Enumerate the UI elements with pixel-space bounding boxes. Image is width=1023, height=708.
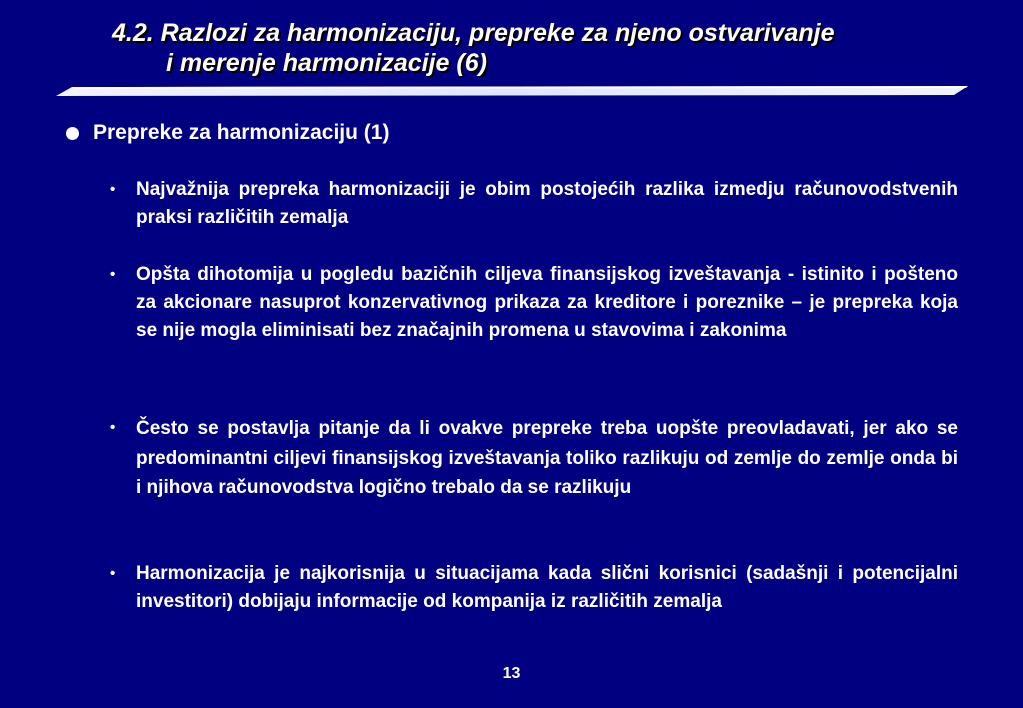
- section-heading-text: Prepreke za harmonizaciju (1): [93, 121, 390, 144]
- list-item: [110, 176, 958, 232]
- list-item-text: Najvažnija prepreka harmonizaciji je obim postojećih razlika izmedju računovodstvenih praksi različitih zemalja: [136, 179, 958, 228]
- bullet-dot-icon: [66, 127, 79, 140]
- bullet-icon: •: [110, 181, 116, 198]
- list-item: [110, 560, 958, 616]
- page-number: 13: [502, 665, 521, 682]
- slide-title-line2: i merenje harmonizacije (6): [166, 49, 487, 77]
- bullet-icon: •: [110, 266, 116, 283]
- list-item-text: Opšta dihotomija u pogledu bazičnih ciljeva finansijskog izveštavanja - istinito i pošteno za akcionare nasuprot konzervativnog prikaza za kreditore i poreznike – je prepreka koja se nije mogla eliminisati bez značajnih promena u stavovima i zakonima: [136, 264, 958, 341]
- bullet-icon: •: [110, 565, 116, 582]
- slide-title: [112, 18, 972, 78]
- list-item-text: Često se postavlja pitanje da li ovakve prepreke treba uopšte preovladavati, jer ako se predominantni ciljevi finansijskog izveštavanja toliko razlikuju od zemlje do zemlje onda bi i njihova računovodstva logično trebalo da se razlikuju: [136, 418, 958, 498]
- list-item: [110, 414, 958, 503]
- section-heading: [66, 119, 389, 147]
- list-item: [110, 261, 958, 345]
- title-divider: [56, 86, 968, 96]
- slide-title-line1: 4.2. Razlozi za harmonizaciju, prepreke za njeno ostvarivanje: [112, 19, 835, 47]
- bullet-icon: •: [110, 419, 116, 436]
- list-item-text: Harmonizacija je najkorisnija u situacijama kada slični korisnici (sadašnji i potencijalni investitori) dobijaju informacije od kompanija iz različitih zemalja: [136, 563, 958, 612]
